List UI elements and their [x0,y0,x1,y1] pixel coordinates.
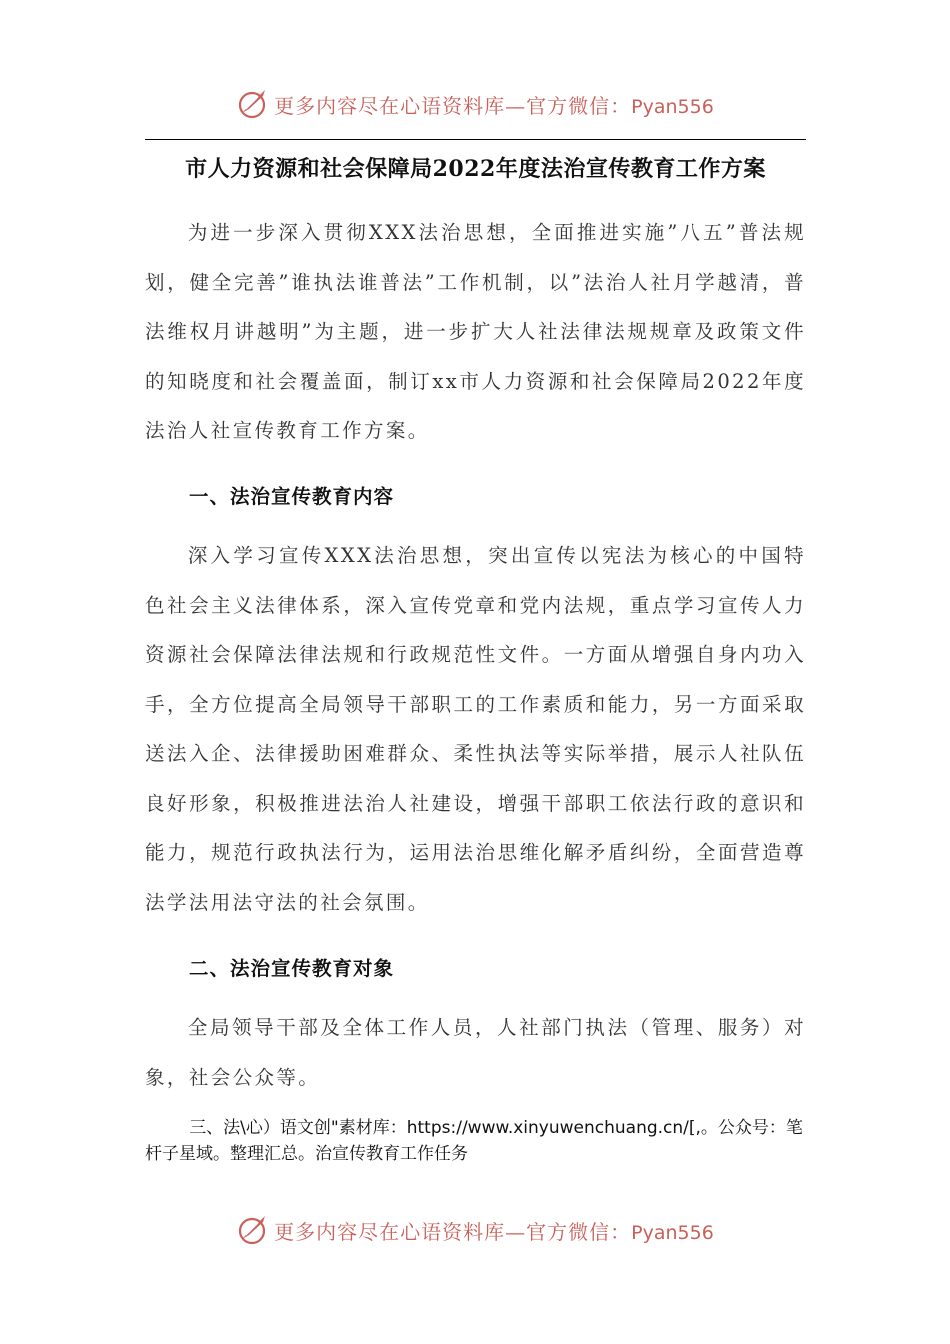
section-heading-1: 一、法治宣传教育内容 [189,485,395,508]
wechat-id: Pyan556 [631,95,714,118]
wechat-id: Pyan556 [631,1221,714,1244]
section-3-note: 三、法\心）语文创"素材库：https://www.xinyuwenchuang.cn/[,。公众号：笔杆子星域。整理汇总。治宣传教育工作任务 [145,1118,803,1164]
section-1-paragraph: 深入学习宣传XXX法治思想，突出宣传以宪法为核心的中国特色社会主义法律体系，深入宣传党章和党内法规，重点学习宣传人力资源社会保障法律法规和行政规范性文件。一方面从增强自身内功入手，全方位提高全局领导干部职工的工作素质和能力，另一方面采取送法入企、法律援助困难群众、柔性执法等实际举措，展示人社队伍良好形象，积极推进法治人社建设，增强干部职工依法行政的意识和能力，规范行政执法行为，运用法治思维化解矛盾纠纷，全面营造尊法学法用法守法的社会氛围。 [145,544,806,914]
banner-text: 更多内容尽在心语资料库—官方微信：Pyan556 [274,93,714,118]
banner-text: 更多内容尽在心语资料库—官方微信：Pyan556 [274,1219,714,1244]
footer-banner [0,1210,950,1250]
document-title: 市人力资源和社会保障局2022年度法治宣传教育工作方案 [185,156,766,182]
section-2-paragraph: 全局领导干部及全体工作人员，人社部门执法（管理、服务）对象，社会公众等。 [145,1016,806,1089]
quill-logo-icon [236,1213,270,1247]
header-banner [0,84,950,124]
section-heading-2: 二、法治宣传教育对象 [189,957,395,980]
header-divider [145,139,806,140]
quill-logo-icon [236,87,270,121]
intro-paragraph: 为进一步深入贯彻XXX法治思想，全面推进实施”八五”普法规划，健全完善”谁执法谁普法”工作机制，以”法治人社月学越清，普法维权月讲越明”为主题，进一步扩大人社法律法规规章及政策文件的知晓度和社会覆盖面，制订xx市人力资源和社会保障局2022年度法治人社宣传教育工作方案。 [145,221,806,442]
